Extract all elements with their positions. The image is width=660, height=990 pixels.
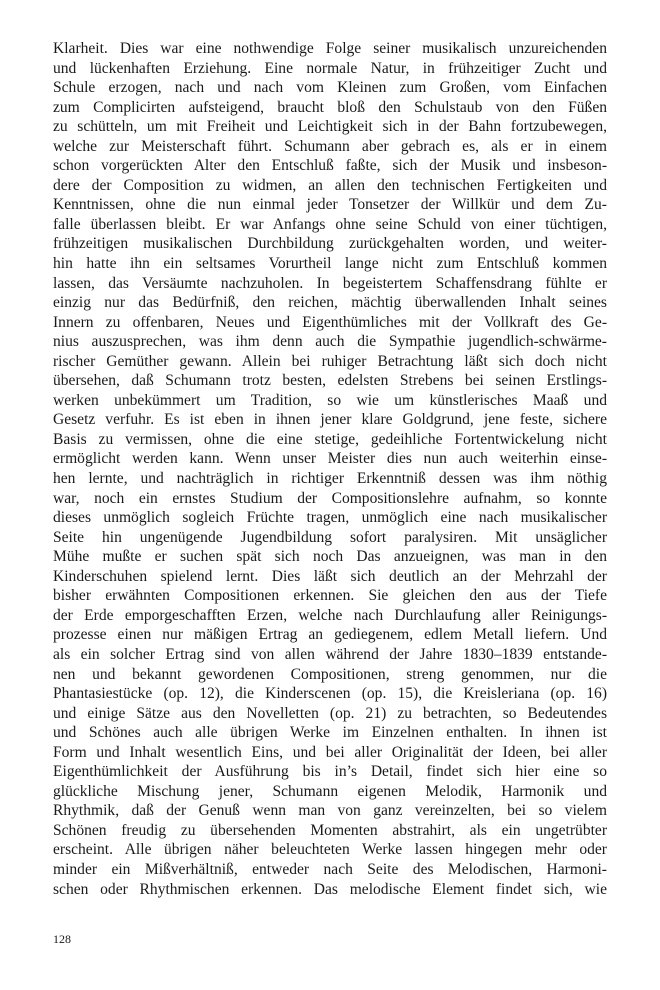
text-line: ermöglicht werden kann. Wenn unser Meister dies nun auch weiterhin einse- (53, 450, 607, 468)
text-line: Schönen freudig zu übersehenden Momenten abstrahirt, als ein ungetrübter (53, 821, 607, 839)
text-line: minder ein Mißverhältniß, entweder nach Seite des Melodischen, Harmoni- (53, 860, 607, 878)
text-line: schon vorgerückten Alter den Entschluß faßte, sich der Musik und insbeson- (53, 157, 607, 175)
text-line: Schule erzogen, nach und nach vom Kleinen zum Großen, vom Einfachen (53, 79, 607, 97)
text-line: schen oder Rhythmischen erkennen. Das melodische Element findet sich, wie (53, 880, 607, 898)
text-line: falle überlassen bleibt. Er war Anfangs ohne seine Schuld von einer tüchtigen, (53, 215, 607, 233)
text-line: übersehen, daß Schumann trotz besten, edelsten Strebens bei seinen Erstlings- (53, 372, 607, 390)
text-line: Phantasiestücke (op. 12), die Kinderscenen (op. 15), die Kreisleriana (op. 16) (53, 685, 607, 703)
text-line: welche zur Meisterschaft führt. Schumann aber gebrach es, als er in einem (53, 137, 607, 155)
text-line: rischer Gemüther gewann. Allein bei ruhiger Betrachtung läßt sich doch nicht (53, 352, 607, 370)
text-line: und einige Sätze aus den Novelletten (op. 21) zu betrachten, so Bedeutendes (53, 704, 607, 722)
text-line: Rhythmik, daß der Genuß wenn man von ganz vereinzelten, bei so vielem (53, 802, 607, 820)
text-line: Mühe mußte er suchen spät sich noch Das anzueignen, was man in den (53, 548, 607, 566)
text-line: nen und bekannt gewordenen Compositionen, streng genommen, nur die (53, 665, 607, 683)
text-line: und lückenhaften Erziehung. Eine normale Natur, in frühzeitiger Zucht und (53, 59, 607, 77)
text-line: prozesse einen nur mäßigen Ertrag an gediegenem, edlem Metall liefern. Und (53, 626, 607, 644)
text-line: hen lernte, und nachträglich in richtiger Erkenntniß dessen was ihm nöthig (53, 470, 607, 488)
text-line: Seite hin ungenügende Jugendbildung sofort paralysiren. Mit unsäglicher (53, 528, 607, 546)
page-number: 128 (53, 932, 71, 946)
text-line: bisher erwähnten Compositionen erkennen. Sie gleichen den aus der Tiefe (53, 587, 607, 605)
text-line: hin hatte ihn ein seltsames Vorurtheil lange nicht zum Entschluß kommen (53, 255, 607, 273)
text-line: lassen, das Versäumte nachzuholen. In begeistertem Schaffensdrang fühlte er (53, 274, 607, 292)
text-line: Klarheit. Dies war eine nothwendige Folge seiner musikalisch unzureichenden (53, 40, 607, 57)
text-line: und Schönes auch alle übrigen Werke im Einzelnen enthalten. In ihnen ist (53, 724, 607, 742)
body-text (53, 39, 607, 899)
text-line: Kenntnissen, ohne die nun einmal jeder Tonsetzer der Willkür und dem Zu- (53, 196, 607, 214)
text-line: dieses unmöglich sogleich Früchte tragen, unmöglich eine nach musikalischer (53, 509, 607, 527)
text-line: Kinderschuhen spielend lernt. Dies läßt sich deutlich an der Mehrzahl der (53, 567, 607, 585)
text-line: einzig nur das Bedürfniß, den reichen, mächtig überwallenden Inhalt seines (53, 294, 607, 312)
text-line: frühzeitigen musikalischen Durchbildung zurückgehalten worden, und weiter- (53, 235, 607, 253)
text-line: zum Complicirten aufsteigend, braucht bloß den Schulstaub von den Füßen (53, 98, 607, 116)
text-line: zu schütteln, um mit Freiheit und Leichtigkeit sich in der Bahn fortzubewegen, (53, 118, 607, 136)
text-line: als ein solcher Ertrag sind von allen während der Jahre 1830–1839 entstande- (53, 645, 607, 663)
text-line: werken unbekümmert um Tradition, so wie um künstlerisches Maaß und (53, 391, 607, 409)
text-line: glückliche Mischung jener, Schumann eigenen Melodik, Harmonik und (53, 782, 607, 800)
text-line: Eigenthümlichkeit der Ausführung bis in’s Detail, findet sich hier eine so (53, 763, 607, 781)
text-line: Basis zu vermissen, ohne die eine stetige, gedeihliche Fortentwickelung nicht (53, 430, 607, 448)
text-line: Form und Inhalt wesentlich Eins, und bei aller Originalität der Ideen, bei aller (53, 743, 607, 761)
text-line: der Erde emporgeschafften Erzen, welche nach Durchlaufung aller Reinigungs- (53, 606, 607, 624)
text-line: Gesetz verfuhr. Es ist eben in ihnen jener klare Goldgrund, jene feste, sichere (53, 411, 607, 429)
text-line: nius auszusprechen, was ihm denn auch die Sympathie jugendlich-schwärme- (53, 333, 607, 351)
text-line: erscheint. Alle übrigen näher beleuchteten Werke lassen hingegen mehr oder (53, 841, 607, 859)
text-line: Innern zu offenbaren, Neues und Eigenthümliches mit der Vollkraft des Ge- (53, 313, 607, 331)
text-line: war, noch ein ernstes Studium der Compositionslehre aufnahm, so konnte (53, 489, 607, 507)
text-line: dere der Composition zu widmen, an allen den technischen Fertigkeiten und (53, 176, 607, 194)
